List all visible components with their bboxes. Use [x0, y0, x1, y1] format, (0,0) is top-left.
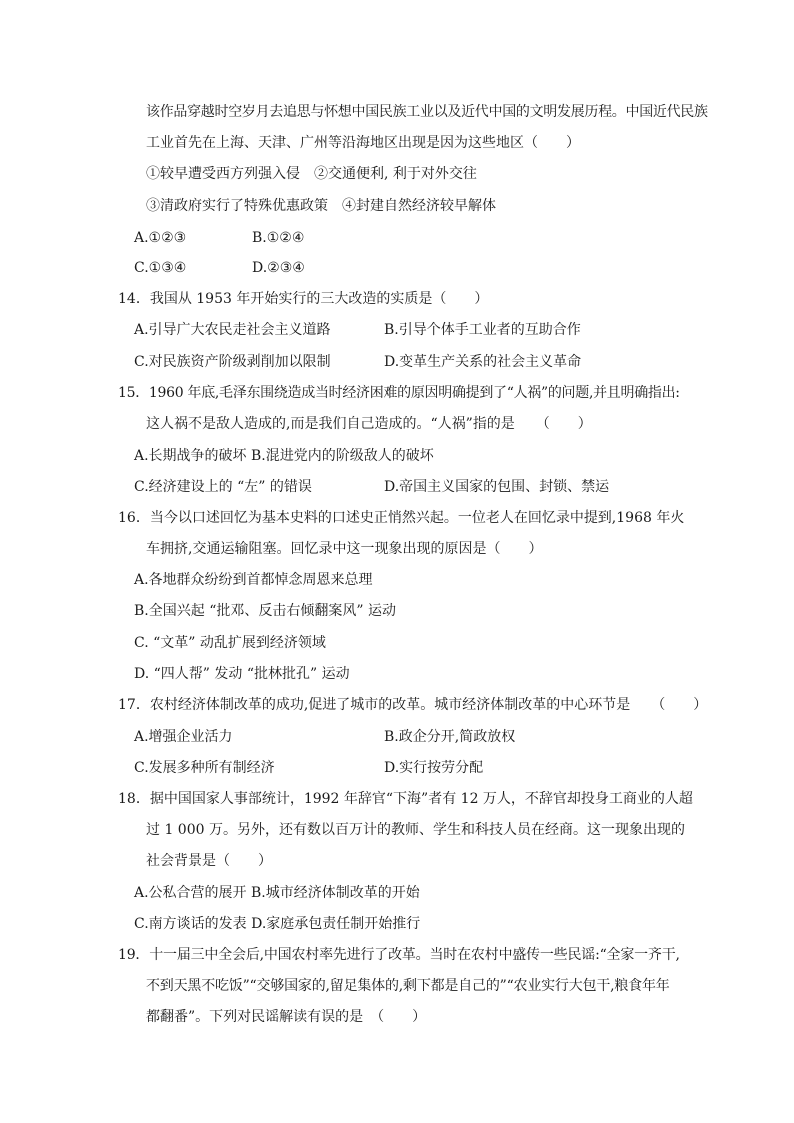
q13-option-a: A.①②③	[134, 230, 187, 246]
q17-option-c: C.发展多种所有制经济	[134, 760, 275, 776]
q19-stem-line1: 19．十一届三中全会后,中国农村率先进行了改革。当时在农村中盛传一些民谣:“全家一齐干,	[118, 947, 680, 963]
q13-statement-1-2: ①较早遭受西方列强入侵 ②交通便利, 利于对外交往	[146, 166, 477, 182]
q18-option-ab: A.公私合营的展开 B.城市经济体制改革的开始	[134, 885, 420, 901]
q14-option-b: B.引导个体手工业者的互助合作	[384, 322, 581, 338]
q18-stem-line1: 18．据中国国家人事部统计，1992 年辞官“下海”者有 12 万人，不辞官却投身工商业的人超	[118, 791, 693, 807]
q18-stem-line3: 社会背景是（ ）	[146, 853, 272, 869]
q14-option-c: C.对民族资产阶级剥削加以限制	[134, 354, 331, 370]
q15-stem-line2: 这人祸不是敌人造成的,而是我们自己造成的。“人祸”指的是 （ ）	[146, 416, 592, 432]
q14-stem: 14．我国从 1953 年开始实行的三大改造的实质是（ ）	[118, 291, 489, 307]
q18-stem-line2: 过 1 000 万。另外，还有数以百万计的教师、学生和科技人员在经商。这一现象出现的	[146, 822, 685, 838]
q16-option-a: A.各地群众纷纷到首都悼念周恩来总理	[134, 572, 373, 588]
q14-option-a: A.引导广大农民走社会主义道路	[134, 322, 331, 338]
q14-option-d: D.变革生产关系的社会主义革命	[384, 354, 582, 370]
q15-option-c: C.经济建设上的 “左” 的错误	[134, 479, 312, 495]
q13-option-d: D.②③④	[252, 260, 305, 276]
q16-stem-line2: 车拥挤,交通运输阻塞。回忆录中这一现象出现的原因是（ ）	[146, 541, 543, 557]
q13-stem-line2: 工业首先在上海、天津、广州等沿海地区出现是因为这些地区（ ）	[146, 135, 580, 151]
q17-option-b: B.政企分开,简政放权	[384, 729, 516, 745]
q19-stem-line3: 都翻番”。下列对民谣解读有误的是 （ ）	[146, 1009, 427, 1025]
q16-stem-line1: 16．当今以口述回忆为基本史料的口述史正悄然兴起。一位老人在回忆录中提到,1968 年火	[118, 510, 685, 526]
q15-option-ab: A.长期战争的破坏 B.混进党内的阶级敌人的破坏	[134, 448, 434, 464]
q16-option-d: D. “四人帮” 发动 “批林批孔” 运动	[134, 666, 350, 682]
q13-option-c: C.①③④	[134, 260, 187, 276]
q15-option-d: D.帝国主义国家的包围、封锁、禁运	[384, 479, 610, 495]
q16-option-b: B.全国兴起 “批邓、反击右倾翻案风” 运动	[134, 603, 396, 619]
q15-stem-line1: 15．1960 年底,毛泽东围绕造成当时经济困难的原因明确提到了“人祸”的问题,并且明确指出:	[118, 385, 680, 401]
q16-option-c: C. “文革” 动乱扩展到经济领域	[134, 635, 326, 651]
q18-option-cd: C.南方谈话的发表 D.家庭承包责任制开始推行	[134, 916, 421, 932]
q19-stem-line2: 不到天黑不吃饭”“交够国家的,留足集体的,剩下都是自己的”“农业实行大包干,粮食年年	[146, 978, 670, 994]
q13-stem-line1: 该作品穿越时空岁月去追思与怀想中国民族工业以及近代中国的文明发展历程。中国近代民族	[146, 104, 708, 120]
q13-option-b: B.①②④	[252, 230, 305, 246]
q17-option-a: A.增强企业活力	[134, 729, 233, 745]
q13-statement-3-4: ③清政府实行了特殊优惠政策 ④封建自然经济较早解体	[146, 198, 496, 214]
q17-option-d: D.实行按劳分配	[384, 760, 484, 776]
q17-stem: 17．农村经济体制改革的成功,促进了城市的改革。城市经济体制改革的中心环节是 （ ）	[118, 697, 708, 713]
